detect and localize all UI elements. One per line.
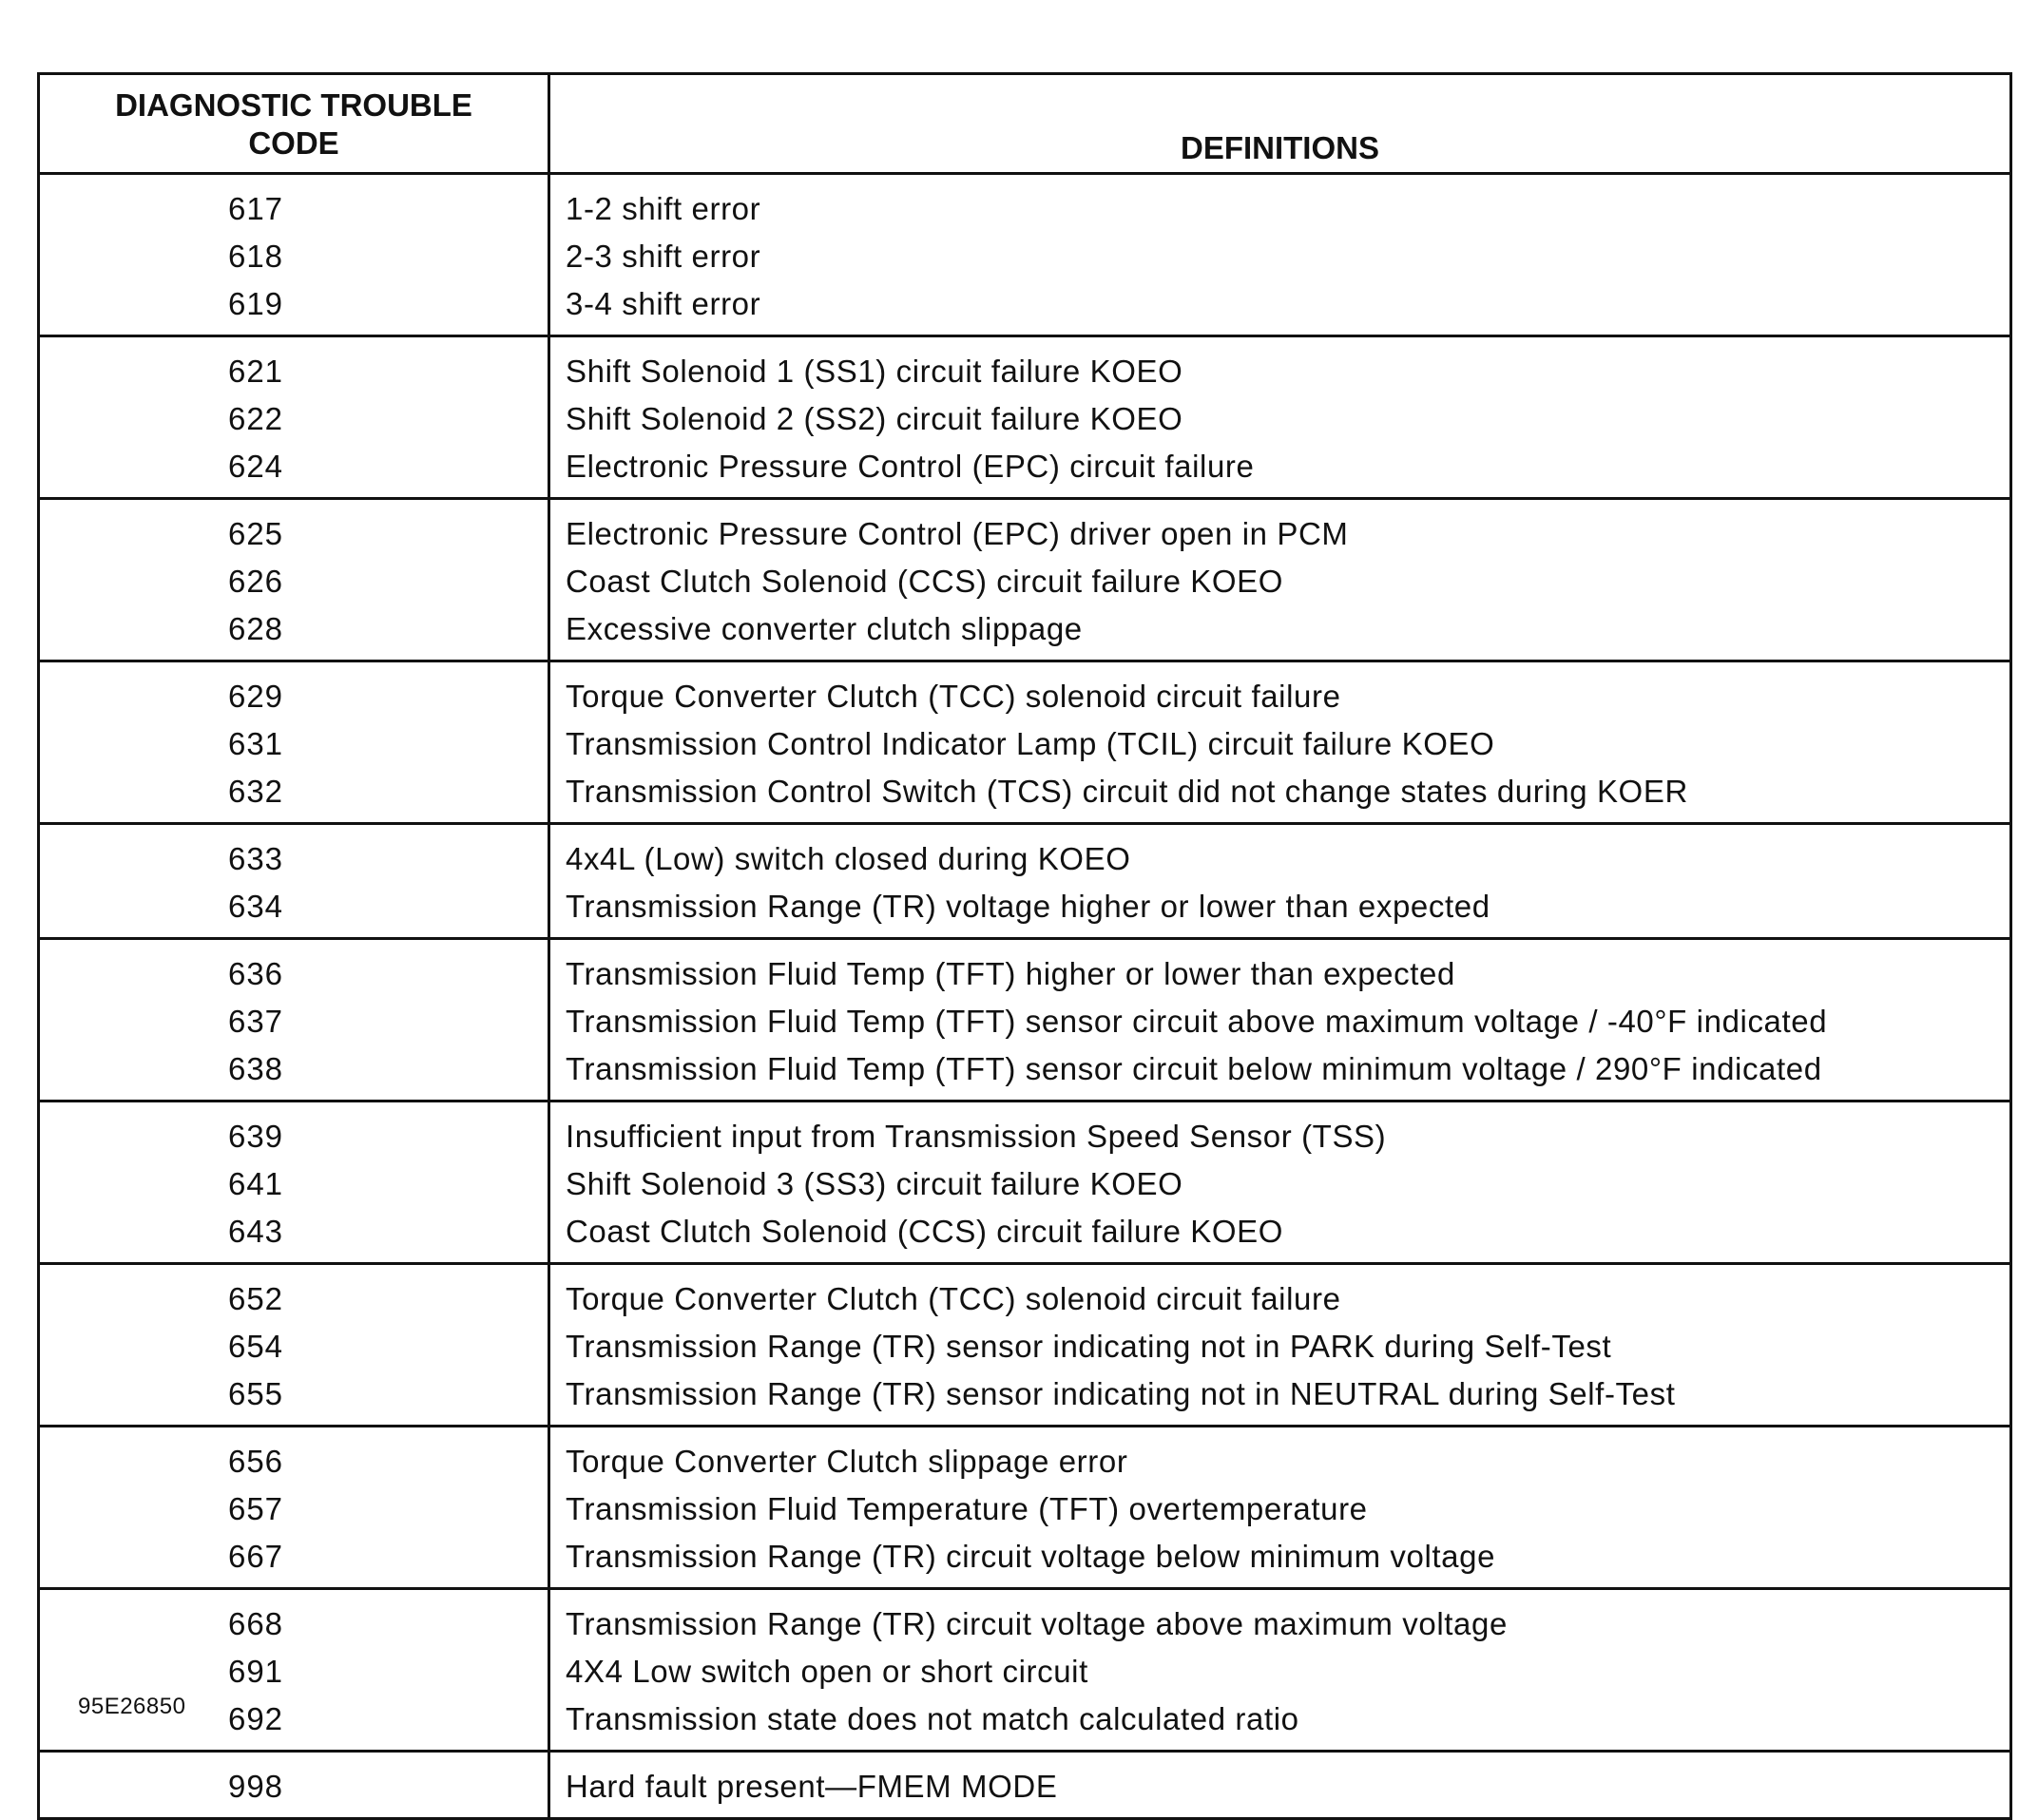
- trouble-code: 643: [227, 1214, 284, 1249]
- trouble-code: 628: [227, 611, 284, 646]
- trouble-definition: Transmission Range (TR) voltage higher or lower than expected: [566, 889, 1490, 924]
- trouble-code: 652: [227, 1281, 284, 1316]
- trouble-definition: Torque Converter Clutch (TCC) solenoid circuit failure: [566, 1281, 1341, 1316]
- trouble-code: 617: [227, 191, 284, 226]
- definition-cell: [550, 175, 2009, 335]
- table-body: [40, 175, 2009, 1817]
- trouble-code: 668: [227, 1606, 284, 1641]
- trouble-code: 634: [227, 889, 284, 924]
- code-cell: [40, 662, 550, 822]
- dtc-table: [37, 72, 2012, 1820]
- trouble-code: 629: [227, 679, 284, 714]
- trouble-code: 667: [227, 1539, 284, 1574]
- trouble-code: 619: [227, 286, 284, 321]
- trouble-definition: Hard fault present—FMEM MODE: [566, 1769, 1058, 1804]
- trouble-definition: Shift Solenoid 2 (SS2) circuit failure KOEO: [566, 401, 1183, 436]
- code-cell: [40, 1102, 550, 1262]
- definition-cell: [550, 662, 2009, 822]
- trouble-definition: Transmission Fluid Temp (TFT) sensor circuit below minimum voltage / 290°F indicated: [566, 1051, 1822, 1086]
- definition-cell: [550, 1102, 2009, 1262]
- trouble-code: 656: [227, 1444, 284, 1479]
- trouble-definition: Transmission Fluid Temp (TFT) higher or lower than expected: [566, 956, 1455, 991]
- row-group: [40, 337, 2009, 500]
- figure-id: 95E26850: [78, 1694, 186, 1719]
- row-group: [40, 1102, 2009, 1265]
- header-code-column: [40, 75, 550, 172]
- trouble-definition: Shift Solenoid 3 (SS3) circuit failure KOEO: [566, 1166, 1183, 1201]
- row-group: [40, 662, 2009, 825]
- trouble-code: 655: [227, 1376, 284, 1411]
- trouble-code: 657: [227, 1491, 284, 1526]
- row-group: [40, 175, 2009, 337]
- code-cell: [40, 1753, 550, 1817]
- row-group: [40, 500, 2009, 662]
- trouble-code: 631: [227, 726, 284, 761]
- trouble-code: 618: [227, 239, 284, 274]
- code-cell: [40, 825, 550, 937]
- code-cell: [40, 1265, 550, 1425]
- trouble-code: 691: [227, 1654, 284, 1689]
- definition-cell: [550, 940, 2009, 1100]
- trouble-code: 639: [227, 1119, 284, 1154]
- trouble-code: 626: [227, 564, 284, 599]
- trouble-definition: 4X4 Low switch open or short circuit: [566, 1654, 1088, 1689]
- trouble-definition: Transmission state does not match calculated ratio: [566, 1701, 1299, 1736]
- trouble-definition: Transmission Range (TR) circuit voltage below minimum voltage: [566, 1539, 1496, 1574]
- trouble-definition: Transmission Range (TR) sensor indicating not in PARK during Self-Test: [566, 1329, 1612, 1364]
- trouble-definition: Transmission Control Switch (TCS) circuit did not change states during KOER: [566, 774, 1688, 809]
- trouble-code: 636: [227, 956, 284, 991]
- trouble-code: 654: [227, 1329, 284, 1364]
- definition-cell: [550, 337, 2009, 497]
- row-group: [40, 1753, 2009, 1817]
- code-cell: [40, 337, 550, 497]
- trouble-definition: Transmission Range (TR) circuit voltage above maximum voltage: [566, 1606, 1508, 1641]
- trouble-code: 621: [227, 354, 284, 389]
- trouble-definition: 4x4L (Low) switch closed during KOEO: [566, 841, 1131, 876]
- trouble-definition: Transmission Range (TR) sensor indicating not in NEUTRAL during Self-Test: [566, 1376, 1676, 1411]
- definition-cell: [550, 825, 2009, 937]
- trouble-definition: Shift Solenoid 1 (SS1) circuit failure KOEO: [566, 354, 1183, 389]
- trouble-definition: Coast Clutch Solenoid (CCS) circuit failure KOEO: [566, 1214, 1284, 1249]
- trouble-definition: 2-3 shift error: [566, 239, 761, 274]
- trouble-definition: Electronic Pressure Control (EPC) circuit failure: [566, 449, 1255, 484]
- trouble-definition: Transmission Fluid Temperature (TFT) overtemperature: [566, 1491, 1368, 1526]
- trouble-code: 633: [227, 841, 284, 876]
- trouble-definition: 1-2 shift error: [566, 191, 761, 226]
- code-cell: [40, 940, 550, 1100]
- trouble-definition: 3-4 shift error: [566, 286, 761, 321]
- trouble-code: 641: [227, 1166, 284, 1201]
- header-code-line2: CODE: [248, 125, 339, 161]
- trouble-code: 638: [227, 1051, 284, 1086]
- trouble-definition: Transmission Control Indicator Lamp (TCIL) circuit failure KOEO: [566, 726, 1495, 761]
- trouble-definition: Coast Clutch Solenoid (CCS) circuit failure KOEO: [566, 564, 1284, 599]
- trouble-code: 632: [227, 774, 284, 809]
- trouble-code: 692: [227, 1701, 284, 1736]
- trouble-code: 625: [227, 516, 284, 551]
- row-group: [40, 1427, 2009, 1590]
- code-cell: [40, 1427, 550, 1587]
- trouble-definition: Electronic Pressure Control (EPC) driver open in PCM: [566, 516, 1349, 551]
- row-group: [40, 1590, 2009, 1753]
- definition-cell: [550, 500, 2009, 660]
- trouble-code: 998: [227, 1769, 284, 1804]
- trouble-definition: Torque Converter Clutch slippage error: [566, 1444, 1128, 1479]
- header-code-line1: DIAGNOSTIC TROUBLE: [115, 87, 472, 123]
- code-cell: [40, 500, 550, 660]
- trouble-definition: Transmission Fluid Temp (TFT) sensor circuit above maximum voltage / -40°F indicated: [566, 1004, 1828, 1039]
- definition-cell: [550, 1753, 2009, 1817]
- table-header: [40, 75, 2009, 175]
- row-group: [40, 1265, 2009, 1427]
- trouble-code: 622: [227, 401, 284, 436]
- header-definitions: DEFINITIONS: [1180, 130, 1379, 165]
- definition-cell: [550, 1265, 2009, 1425]
- trouble-definition: Excessive converter clutch slippage: [566, 611, 1083, 646]
- definition-cell: [550, 1427, 2009, 1587]
- trouble-definition: Torque Converter Clutch (TCC) solenoid circuit failure: [566, 679, 1341, 714]
- row-group: [40, 940, 2009, 1102]
- definition-cell: [550, 1590, 2009, 1750]
- trouble-code: 637: [227, 1004, 284, 1039]
- trouble-definition: Insufficient input from Transmission Speed Sensor (TSS): [566, 1119, 1387, 1154]
- code-cell: [40, 1590, 550, 1750]
- row-group: [40, 825, 2009, 940]
- code-cell: [40, 175, 550, 335]
- trouble-code: 624: [227, 449, 284, 484]
